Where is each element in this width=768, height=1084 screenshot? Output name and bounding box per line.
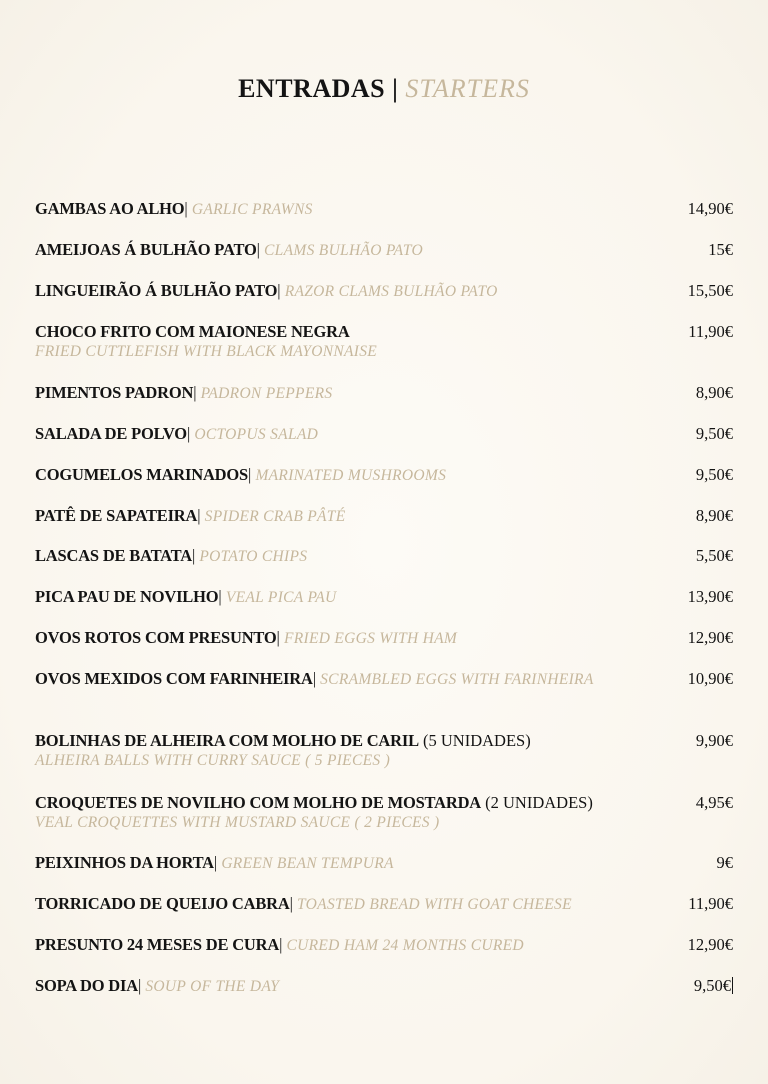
item-price: 12,90€ [687, 628, 733, 647]
item-name-en: TOASTED BREAD WITH GOAT CHEESE [297, 896, 572, 913]
item-price: 10,90€ [687, 669, 733, 688]
item-price: 9€ [716, 853, 733, 872]
item-separator: | [277, 281, 281, 300]
item-name-en: PADRON PEPPERS [200, 385, 333, 402]
item-name-en: SPIDER CRAB PÂTÉ [204, 508, 346, 525]
menu-item [35, 464, 735, 486]
title-english: STARTERS [405, 74, 530, 103]
menu-item [35, 280, 735, 302]
item-price: 13,90€ [687, 587, 733, 606]
item-name-pt: OVOS MEXIDOS COM FARINHEIRA [35, 669, 313, 688]
item-separator: | [184, 199, 188, 218]
item-name-pt: TORRICADO DE QUEIJO CABRA [35, 894, 290, 913]
menu-item [35, 505, 735, 527]
item-name-en: CLAMS BULHÃO PATO [264, 242, 424, 259]
item-name-pt: PICA PAU DE NOVILHO [35, 587, 219, 606]
item-name-pt: PATÊ DE SAPATEIRA [35, 506, 198, 525]
item-name-pt: BOLINHAS DE ALHEIRA COM MOLHO DE CARIL [35, 731, 419, 750]
item-separator: | [256, 240, 260, 259]
item-price [694, 975, 733, 996]
item-name-pt: SALADA DE POLVO [35, 424, 187, 443]
menu-item [35, 792, 735, 833]
item-quantity: (2 UNIDADES) [485, 793, 593, 812]
text-cursor [732, 977, 733, 994]
item-separator: | [137, 976, 142, 995]
item-price: 14,90€ [687, 199, 733, 218]
item-name-pt: PEIXINHOS DA HORTA [35, 853, 214, 872]
item-separator: | [186, 424, 191, 443]
item-price: 9,50€ [695, 465, 733, 484]
item-name-en: RAZOR CLAMS BULHÃO PATO [284, 283, 498, 300]
menu-item [35, 321, 735, 362]
item-name-pt: OVOS ROTOS COM PRESUNTO [35, 628, 277, 647]
item-name-en: SCRAMBLED EGGS WITH FARINHEIRA [320, 671, 594, 688]
title-separator: | [392, 74, 399, 103]
item-name-en: GREEN BEAN TEMPURA [221, 855, 394, 872]
item-name-en: CURED HAM 24 MONTHS CURED [286, 937, 524, 954]
page-title [0, 74, 768, 104]
item-name-pt: COGUMELOS MARINADOS [35, 465, 249, 484]
item-name-en: POTATO CHIPS [199, 548, 308, 565]
item-separator: | [193, 383, 197, 402]
menu-item [35, 668, 735, 690]
item-price: 12,90€ [687, 935, 733, 954]
item-separator: | [279, 935, 283, 954]
item-price-value: 9,50€ [693, 976, 731, 995]
item-name-pt: AMEIJOAS Á BULHÃO PATO [35, 240, 257, 259]
menu-item [35, 586, 735, 608]
item-separator: | [276, 628, 280, 647]
title-portuguese: ENTRADAS [238, 74, 386, 103]
item-price: 15€ [708, 240, 733, 259]
item-name-en: GARLIC PRAWNS [191, 201, 313, 218]
menu-item [35, 852, 735, 874]
item-name-en: VEAL PICA PAU [225, 589, 337, 606]
menu-item [35, 198, 735, 220]
item-name-en: SOUP OF THE DAY [145, 978, 280, 995]
item-separator: | [218, 587, 222, 606]
item-separator: | [248, 465, 252, 484]
item-separator: | [191, 546, 196, 565]
item-name-en: VEAL CROQUETTES WITH MUSTARD SAUCE ( 2 PIECES ) [35, 814, 440, 831]
item-name-en: OCTOPUS SALAD [194, 426, 319, 443]
item-price: 5,50€ [695, 546, 733, 565]
menu-item [35, 893, 735, 915]
item-price: 4,95€ [695, 793, 733, 812]
item-price: 9,50€ [695, 424, 733, 443]
menu-item [35, 545, 735, 567]
menu-item [35, 423, 735, 445]
item-separator: | [197, 506, 201, 525]
item-price: 11,90€ [688, 894, 733, 913]
item-name-pt: SOPA DO DIA [35, 976, 138, 995]
item-name-pt: CROQUETES DE NOVILHO COM MOLHO DE MOSTARDA [35, 793, 481, 812]
item-price: 9,90€ [695, 731, 733, 750]
item-price: 8,90€ [695, 506, 733, 525]
menu-item [35, 730, 735, 771]
item-name-en: ALHEIRA BALLS WITH CURRY SAUCE ( 5 PIECES ) [35, 752, 391, 769]
item-price: 8,90€ [695, 383, 733, 402]
menu-item [35, 934, 735, 956]
item-name-en: FRIED CUTTLEFISH WITH BLACK MAYONNAISE [35, 343, 378, 360]
item-name-en: MARINATED MUSHROOMS [255, 467, 447, 484]
item-quantity: (5 UNIDADES) [423, 731, 531, 750]
item-name-en: FRIED EGGS WITH HAM [283, 630, 458, 647]
item-name-pt: LASCAS DE BATATA [35, 546, 192, 565]
item-price: 15,50€ [687, 281, 733, 300]
item-name-pt: CHOCO FRITO COM MAIONESE NEGRA [35, 322, 350, 341]
item-separator: | [213, 853, 218, 872]
item-separator: | [312, 669, 316, 688]
menu-item [35, 239, 735, 261]
menu-item [35, 975, 735, 997]
item-name-pt: PIMENTOS PADRON [35, 383, 194, 402]
item-name-pt: GAMBAS AO ALHO [35, 199, 185, 218]
item-name-pt: LINGUEIRÃO Á BULHÃO PATO [35, 281, 278, 300]
item-price: 11,90€ [688, 322, 733, 341]
item-name-pt: PRESUNTO 24 MESES DE CURA [35, 935, 280, 954]
menu-item [35, 627, 735, 649]
menu-item [35, 382, 735, 404]
item-separator: | [289, 894, 293, 913]
